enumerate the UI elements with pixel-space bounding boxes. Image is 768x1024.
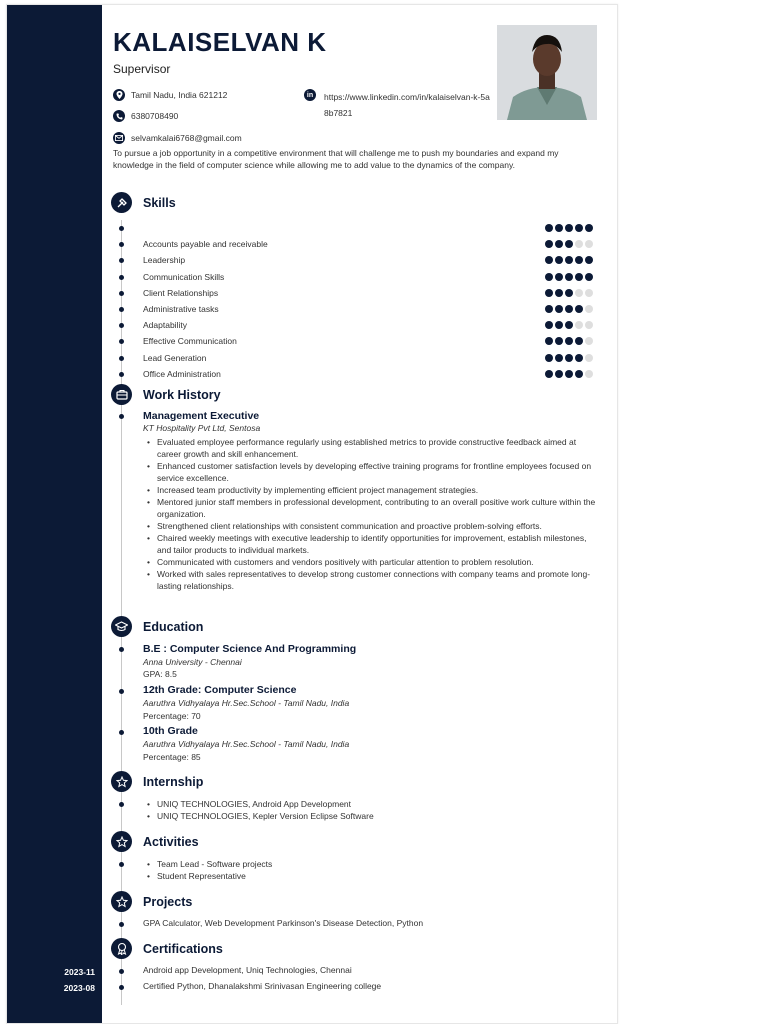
job-bullet: • Chaired weekly meetings with executive leadership to identify opportunities for improvement, establish milestones, and tailor products to individual markets.	[143, 532, 599, 556]
rating-dot-filled	[545, 273, 553, 281]
rating-dot-filled	[575, 224, 583, 232]
rating-dot-empty	[585, 370, 593, 378]
rating-dot-empty	[585, 321, 593, 329]
education-heading: Education	[143, 619, 204, 634]
education-school-3: Aaruthra Vidhyalaya Hr.Sec.School - Tamil Nadu, India	[143, 739, 350, 749]
timeline-dot	[119, 689, 124, 694]
rating-dot-empty	[575, 240, 583, 248]
internship-item: • UNIQ TECHNOLOGIES, Android App Development	[143, 798, 599, 810]
graduation-cap-icon	[111, 616, 132, 637]
skill-label: Client Relationships	[143, 287, 219, 298]
timeline-dot	[119, 730, 124, 735]
activity-item: • Student Representative	[143, 870, 599, 882]
rating-dot-filled	[585, 273, 593, 281]
rating-dot-filled	[555, 224, 563, 232]
rating-dot-filled	[555, 240, 563, 248]
phone-icon	[113, 110, 125, 122]
job-bullet: • Increased team productivity by implementing efficient project management strategies.	[143, 484, 599, 496]
rating-dot-filled	[565, 240, 573, 248]
rating-dot-filled	[545, 354, 553, 362]
contact-linkedin-icon-wrap	[304, 89, 322, 101]
timeline-dot	[119, 226, 124, 231]
location-text: Tamil Nadu, India 621212	[131, 90, 228, 100]
certification-item-1: Android app Development, Uniq Technologies, Chennai	[143, 965, 352, 975]
rating-dot-empty	[575, 321, 583, 329]
activities-section-header	[111, 831, 199, 852]
rating-dot-filled	[555, 289, 563, 297]
rating-dot-filled	[555, 354, 563, 362]
projects-heading: Projects	[143, 894, 193, 909]
skill-label: Communication Skills	[143, 271, 225, 282]
projects-section-header	[111, 891, 192, 912]
job-bullet: • Mentored junior staff members in professional development, contributing to an overall positive work culture within the organization.	[143, 496, 599, 520]
timeline-dot	[119, 372, 124, 377]
skills-section-header	[111, 192, 176, 213]
rating-dot-filled	[545, 256, 553, 264]
email-icon	[113, 132, 125, 144]
skill-label: Accounts payable and receivable	[143, 239, 268, 250]
education-degree-1: B.E : Computer Science And Programming	[143, 643, 357, 655]
skill-label: Administrative tasks	[143, 304, 219, 314]
timeline-dot	[119, 922, 124, 927]
job-bullet: • Communicated with customers and vendors positively with particular attention to problem resolution.	[143, 556, 599, 568]
rating-dot-filled	[575, 370, 583, 378]
education-score-2: Percentage: 70	[143, 711, 201, 721]
rating-dot-filled	[565, 370, 573, 378]
education-degree-3: 10th Grade	[143, 725, 198, 737]
education-score-3: Percentage: 85	[143, 752, 201, 762]
skill-label: Lead Generation	[143, 352, 207, 363]
timeline-dot	[119, 307, 124, 312]
rating-dot-filled	[565, 224, 573, 232]
rating-dot-filled	[545, 321, 553, 329]
rating-dot-filled	[565, 273, 573, 281]
education-section-header	[111, 616, 203, 637]
contact-phone	[113, 110, 178, 122]
rating-dot-filled	[575, 256, 583, 264]
cert-date-2: 2023-08	[63, 983, 95, 993]
skill-rating	[545, 354, 593, 362]
rating-dot-filled	[555, 321, 563, 329]
certifications-heading: Certifications	[143, 941, 223, 956]
phone-text: 6380708490	[131, 111, 179, 121]
briefcase-icon	[111, 384, 132, 405]
star-icon	[111, 891, 132, 912]
timeline-dot	[119, 258, 124, 263]
timeline-dot	[119, 339, 124, 344]
job-bullet: • Evaluated employee performance regularly using established metrics to provide constructive feedback aimed at career growth and skill enhancement.	[143, 436, 599, 460]
rating-dot-filled	[565, 321, 573, 329]
activities-heading: Activities	[143, 834, 199, 849]
skill-rating	[545, 289, 593, 297]
skill-rating	[545, 321, 593, 329]
rating-dot-empty	[585, 289, 593, 297]
resume-page	[6, 4, 618, 1024]
timeline-dot	[119, 802, 124, 807]
skill-rating	[545, 370, 593, 378]
rating-dot-filled	[575, 354, 583, 362]
timeline-dot	[119, 414, 124, 419]
star-icon	[111, 771, 132, 792]
projects-text: GPA Calculator, Web Development Parkinson's Disease Detection, Python	[143, 918, 424, 928]
timeline-dot	[119, 969, 124, 974]
work-heading: Work History	[143, 387, 221, 402]
rating-dot-filled	[555, 273, 563, 281]
rating-dot-filled	[565, 337, 573, 345]
rating-dot-filled	[565, 289, 573, 297]
contact-location	[113, 89, 227, 101]
skill-label: Effective Communication	[143, 336, 237, 347]
job-bullet: • Worked with sales representatives to develop strong customer connections with company teams and promote long-lasting relationships.	[143, 568, 599, 592]
activity-item: • Team Lead - Software projects	[143, 858, 599, 870]
job-bullet: • Enhanced customer satisfaction levels by developing effective training programs for frontline employees focused on service excellence.	[143, 460, 599, 484]
timeline-dot	[119, 242, 124, 247]
cert-date-1: 2023-11	[64, 967, 95, 977]
skill-rating	[545, 256, 593, 264]
rating-dot-empty	[585, 240, 593, 248]
timeline-dot	[119, 647, 124, 652]
education-score-1: GPA: 8.5	[143, 669, 177, 679]
skill-rating	[545, 273, 593, 281]
education-school-1: Anna University - Chennai	[143, 657, 242, 667]
contact-email[interactable]	[113, 132, 242, 144]
skill-label: Office Administration	[143, 368, 221, 379]
timeline-dot	[119, 356, 124, 361]
profile-photo-illustration	[497, 25, 597, 120]
internship-item: • UNIQ TECHNOLOGIES, Kepler Version Eclipse Software	[143, 810, 599, 822]
rating-dot-filled	[545, 224, 553, 232]
rating-dot-filled	[575, 305, 583, 313]
rating-dot-filled	[545, 370, 553, 378]
rating-dot-empty	[585, 354, 593, 362]
work-section-header	[111, 384, 221, 405]
skill-rating	[545, 305, 593, 313]
rating-dot-filled	[585, 256, 593, 264]
profile-photo	[497, 25, 597, 120]
timeline-dot	[119, 323, 124, 328]
rating-dot-filled	[565, 256, 573, 264]
education-school-2: Aaruthra Vidhyalaya Hr.Sec.School - Tamil Nadu, India	[143, 698, 350, 708]
rating-dot-filled	[565, 354, 573, 362]
email-text[interactable]: selvamkalai6768@gmail.com	[131, 133, 242, 143]
education-degree-2: 12th Grade: Computer Science	[143, 684, 297, 696]
skills-icon	[111, 192, 132, 213]
rating-dot-empty	[575, 289, 583, 297]
timeline-dot	[119, 985, 124, 990]
skill-rating	[545, 337, 593, 345]
timeline-dot	[119, 275, 124, 280]
rating-dot-filled	[555, 305, 563, 313]
rating-dot-filled	[545, 305, 553, 313]
location-pin-icon	[113, 89, 125, 101]
internship-list	[143, 798, 599, 822]
star-icon	[111, 831, 132, 852]
rating-dot-filled	[545, 240, 553, 248]
rating-dot-filled	[545, 337, 553, 345]
skill-rating	[545, 240, 593, 248]
activities-list	[143, 858, 599, 882]
left-sidebar	[7, 5, 102, 1023]
job-bullet: • Strengthened client relationships with consistent communication and proactive problem-solving efforts.	[143, 520, 599, 532]
candidate-title: Supervisor	[113, 62, 171, 76]
rating-dot-filled	[555, 370, 563, 378]
rating-dot-filled	[555, 256, 563, 264]
certification-item-2: Certified Python, Dhanalakshmi Srinivasan Engineering college	[143, 981, 382, 991]
rating-dot-filled	[575, 273, 583, 281]
timeline-dot	[119, 291, 124, 296]
timeline-dot	[119, 862, 124, 867]
rating-dot-filled	[555, 337, 563, 345]
linkedin-icon: in	[304, 89, 316, 101]
job-bullets	[143, 436, 599, 592]
job-title: Management Executive	[143, 410, 260, 422]
candidate-name: KALAISELVAN K	[113, 27, 327, 57]
skill-rating	[545, 224, 593, 232]
rating-dot-filled	[585, 224, 593, 232]
skill-label: Adaptability	[143, 320, 187, 331]
professional-summary: To pursue a job opportunity in a competitive environment that will challenge me to push my boundaries and expand my knowledge in the field of computer science while allowing me to add value to the dynamics of the company.	[113, 148, 559, 170]
rating-dot-empty	[585, 305, 593, 313]
certificate-ribbon-icon	[111, 938, 132, 959]
skill-label: Leadership	[143, 255, 186, 266]
internship-section-header	[111, 771, 203, 792]
linkedin-link[interactable]: https://www.linkedin.com/in/kalaiselvan-k-5a8b7821	[324, 92, 490, 118]
timeline-line	[121, 220, 122, 1005]
internship-heading: Internship	[143, 774, 204, 789]
rating-dot-filled	[565, 305, 573, 313]
rating-dot-empty	[585, 337, 593, 345]
rating-dot-filled	[575, 337, 583, 345]
certifications-section-header	[111, 938, 223, 959]
job-company: KT Hospitality Pvt Ltd, Sentosa	[143, 423, 261, 433]
rating-dot-filled	[545, 289, 553, 297]
skills-heading: Skills	[143, 195, 176, 210]
